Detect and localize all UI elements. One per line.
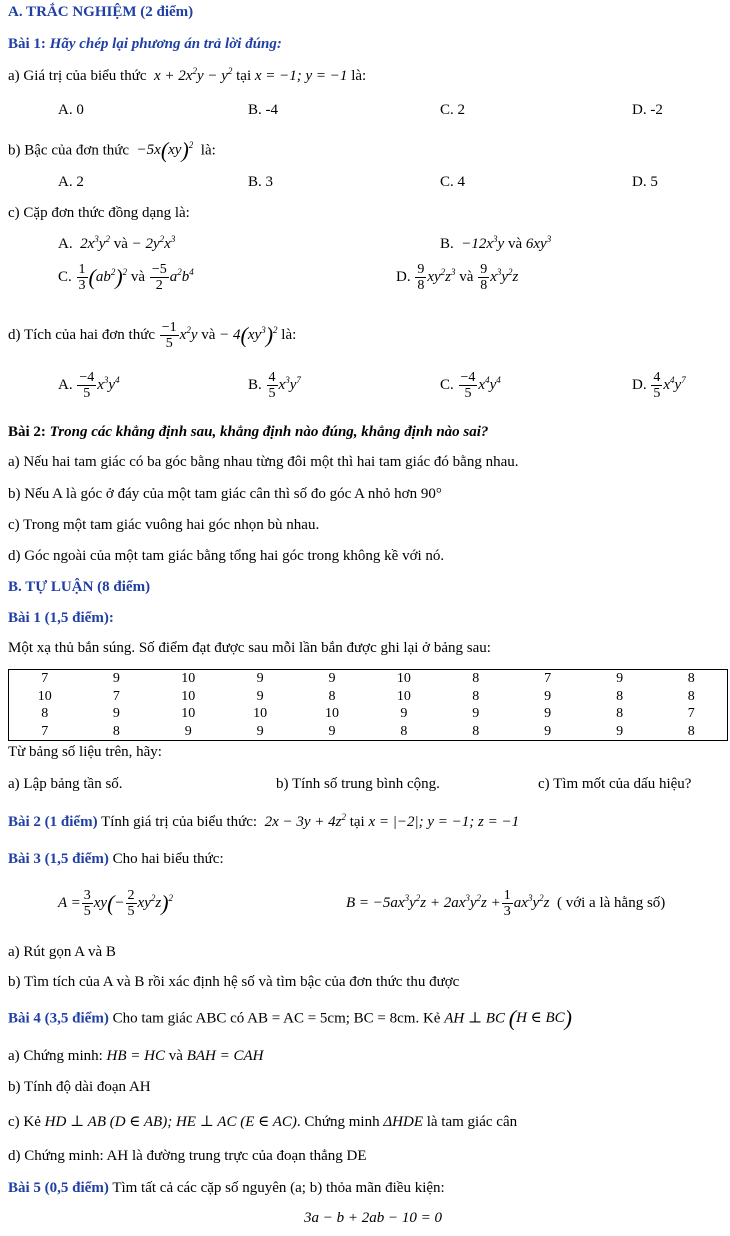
table-cell: 7: [41, 723, 49, 739]
question-a-text: a) Giá trị của biểu thức: [8, 68, 147, 84]
table-cell: 10: [181, 688, 196, 704]
section-b-title: B. TỰ LUẬN (8 điểm): [8, 579, 151, 595]
tl5-text: Tìm tất cả các cặp số nguyên (a; b) thỏa mãn điều kiện:: [112, 1180, 445, 1196]
tl4-b: b) Tính độ dài đoạn AH: [8, 1079, 151, 1095]
table-cell: 10: [37, 688, 52, 704]
qd-option-b: B. $\frac{4}{5}$ $x^3y^7$: [248, 370, 301, 401]
tl5-equation: 3a − b + 2ab − 10 = 0: [304, 1210, 442, 1226]
table-cell: 9: [544, 706, 552, 722]
qa-option-a: A. 0: [58, 102, 84, 118]
qb-option-c: C. 4: [440, 174, 466, 190]
table-cell: 9: [544, 723, 552, 739]
tl2-label: Bài 2 (1 điểm): [8, 814, 98, 830]
table-cell: 9: [400, 706, 408, 722]
tl3: [8, 851, 224, 868]
qd-option-d: D. $\frac{4}{5}$ $x^4y^7$: [632, 370, 686, 401]
tl5-label: Bài 5 (0,5 điểm): [8, 1180, 109, 1196]
tl1-intro: Một xạ thủ bắn súng. Số điểm đạt được sau mỗi lần bắn được ghi lại ở bảng sau:: [8, 640, 491, 656]
table-cell: 8: [472, 688, 480, 704]
table-cell: 10: [396, 688, 411, 704]
qb-option-b: B. 3: [248, 174, 274, 190]
score-table: [8, 669, 728, 741]
tl3-expression-b: $B = -5ax^3y^2z + 2ax^3y^2z$ + $\frac{1}{3}$ $ax^3y^2z$ ( với a là hằng số): [346, 888, 666, 919]
qd-option-c: C. $\frac{-4}{5}$ $x^4y^4$: [440, 370, 501, 401]
bai2-item-c: c) Trong một tam giác vuông hai góc nhọn bù nhau.: [8, 517, 320, 533]
table-cell: 8: [328, 688, 336, 704]
tl2-text: Tính giá trị của biểu thức:: [101, 814, 258, 830]
table-cell: 9: [112, 671, 120, 687]
tl4-text: Cho tam giác ABC có AB = AC = 5cm; BC = 8cm. Kẻ: [112, 1010, 441, 1027]
tl4-a: a) Chứng minh: HB = HC và BAH = CAH: [8, 1048, 264, 1064]
qc-option-b: B. $-12x^3y$ và $6xy^3$: [440, 234, 552, 252]
table-cell: 10: [325, 706, 339, 722]
table-cell: 8: [616, 706, 624, 722]
table-cell: 7: [544, 671, 552, 687]
qa-option-b: B. -4: [248, 102, 278, 118]
tl3-note: ( với a là hằng số): [556, 894, 666, 911]
table-cell: 9: [472, 706, 480, 722]
bai2-heading: [8, 424, 488, 441]
table-cell: 7: [687, 706, 695, 722]
qb-option-d: D. 5: [632, 174, 658, 190]
question-d-text: d) Tích của hai đơn thức: [8, 326, 155, 343]
table-cell: 9: [616, 723, 624, 739]
table-cell: 9: [184, 723, 192, 739]
table-row: [9, 723, 728, 741]
question-a: [8, 68, 366, 85]
table-cell: 10: [181, 671, 196, 687]
question-a-tai: tại: [236, 68, 252, 84]
bai2-label: Bài 2:: [8, 424, 46, 440]
table-cell: 9: [256, 723, 264, 739]
table-row: [9, 705, 728, 723]
question-b-expression: −5x(xy)$^2$: [132, 138, 194, 163]
table-cell: 9: [256, 671, 264, 687]
table-cell: 9: [544, 688, 552, 704]
qc-option-a: A. $2x^3y^2$ và − $2y^2x^3$: [58, 234, 176, 252]
bai2-instruction: Trong các khẳng định sau, khẳng định nào đúng, khẳng định nào sai?: [49, 424, 489, 440]
section-a-title: A. TRẮC NGHIỆM (2 điểm): [8, 4, 194, 20]
table-cell: 10: [253, 706, 268, 722]
tl1-task-b: b) Tính số trung bình cộng.: [276, 776, 440, 792]
table-cell: 9: [328, 723, 336, 739]
table-cell: 8: [472, 671, 480, 687]
tl3-text: Cho hai biểu thức:: [112, 851, 224, 867]
table-cell: 8: [472, 723, 480, 739]
table-cell: 7: [112, 688, 120, 704]
question-b-text: b) Bậc của đơn thức: [8, 142, 130, 159]
qd-option-a: A. $\frac{-4}{5}$ $x^3y^4$: [58, 370, 120, 401]
tl1-title: Bài 1 (1,5 điểm):: [8, 610, 114, 626]
table-cell: 8: [400, 723, 408, 739]
table-cell: 8: [687, 671, 695, 687]
table-cell: 8: [112, 723, 120, 739]
question-a-condition: x = −1; y = −1: [254, 68, 348, 84]
table-cell: 8: [616, 688, 624, 704]
bai2-item-b: b) Nếu A là góc ở đáy của một tam giác cân thì số đo góc A nhỏ hơn 90°: [8, 486, 442, 502]
tl3-label: Bài 3 (1,5 điểm): [8, 851, 109, 867]
table-row: [9, 670, 728, 688]
table-cell: 9: [328, 671, 336, 687]
qa-option-d: D. -2: [632, 102, 663, 118]
table-cell: 8: [41, 706, 49, 722]
tl3-item-a: a) Rút gọn A và B: [8, 944, 116, 960]
question-a-expression: $x + 2x^2y - y^2$: [150, 66, 233, 84]
qb-option-a: A. 2: [58, 174, 84, 190]
tl4-c: c) Kẻ HD ⊥ AB (D ∈ AB); HE ⊥ AC (E ∈ AC). Chứng minh ΔHDE là tam giác cân: [8, 1114, 518, 1130]
table-cell: 8: [687, 688, 695, 704]
question-d: d) Tích của hai đơn thức $\frac{-1}{5}$ $x^2y$ và − $4(xy^3)^2$ là:: [8, 320, 297, 351]
question-c: c) Cặp đơn thức đồng dạng là:: [8, 205, 190, 221]
tl4-label: Bài 4 (3,5 điểm): [8, 1010, 109, 1027]
qc-option-c: C. $\frac{1}{3}$ $(ab^2)^2$ và $\frac{-5}{2}$ $a^2b^4$: [58, 262, 194, 293]
table-cell: 9: [256, 688, 264, 704]
tl3-item-b: b) Tìm tích của A và B rồi xác định hệ số và tìm bậc của đơn thức thu được: [8, 974, 460, 990]
tl4-d: d) Chứng minh: AH là đường trung trực của đoạn thẳng DE: [8, 1148, 367, 1164]
table-row: [9, 688, 728, 706]
tl1-task-a: a) Lập bảng tần số.: [8, 776, 123, 792]
bai2-item-d: d) Góc ngoài của một tam giác bằng tổng hai góc trong không kề với nó.: [8, 548, 445, 564]
table-cell: 7: [41, 671, 49, 687]
table-cell: 8: [687, 723, 695, 739]
tl3-expression-a: A = $\frac{3}{5}$ xy(− $\frac{2}{5}$ $xy^2z)^2$: [58, 888, 174, 919]
bai2-item-a: a) Nếu hai tam giác có ba góc bằng nhau từng đôi một thì hai tam giác đó bằng nhau.: [8, 454, 519, 470]
bai1-instruction: Hãy chép lại phương án trả lời đúng:: [49, 36, 282, 52]
table-cell: 10: [396, 671, 411, 687]
tl1-after: Từ bảng số liệu trên, hãy:: [8, 744, 162, 760]
tl5: [8, 1180, 445, 1197]
bai1-label: Bài 1:: [8, 36, 46, 52]
table-cell: 9: [112, 706, 120, 722]
tl1-task-c: c) Tìm mốt của dấu hiệu?: [538, 776, 692, 792]
bai1-heading: [8, 36, 282, 53]
tl4: Bài 4 (3,5 điểm) Cho tam giác ABC có AB = AC = 5cm; BC = 8cm. Kẻ AH ⊥ BC (H ∈ BC): [8, 1006, 572, 1031]
question-b: [8, 138, 216, 164]
question-b-suffix: là:: [200, 142, 216, 159]
table-cell: 9: [616, 671, 624, 687]
qc-option-d: D. $\frac{9}{8}$ $xy^2z^3$ và $\frac{9}{8}$ $x^3y^2z$: [396, 262, 519, 293]
tl2: Bài 2 (1 điểm) Tính giá trị của biểu thức: $2x - 3y + 4z^2$ tại x = |−2|; y = −1; z = −1: [8, 812, 520, 830]
table-cell: 10: [181, 706, 196, 722]
question-a-suffix: là:: [351, 68, 367, 84]
qa-option-c: C. 2: [440, 102, 466, 118]
